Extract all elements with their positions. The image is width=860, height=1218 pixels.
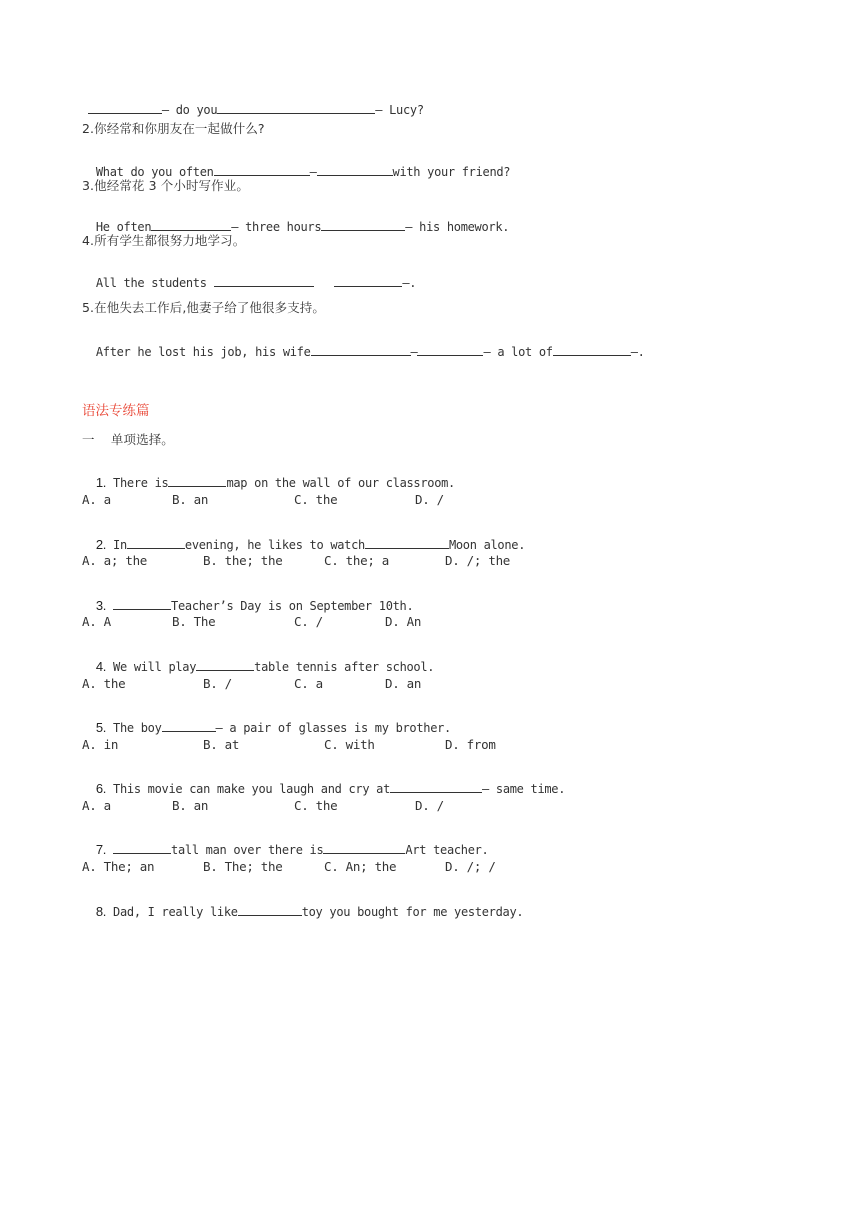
answer-blank[interactable] <box>365 537 449 549</box>
option-b[interactable]: B. an <box>172 492 209 507</box>
q3-sentence: He often — three hours — his homework. <box>95 220 510 234</box>
option-d[interactable]: D. /; the <box>445 553 511 568</box>
answer-blank[interactable] <box>334 275 402 287</box>
q5-prompt: 5.在他失去工作后,他妻子给了他很多支持。 <box>82 300 326 315</box>
answer-blank[interactable] <box>214 275 314 287</box>
answer-blank[interactable] <box>196 659 254 671</box>
answer-blank[interactable] <box>553 344 631 356</box>
option-c[interactable]: C. / <box>294 614 323 629</box>
option-c[interactable]: C. a <box>294 676 323 691</box>
option-b[interactable]: B. the; the <box>203 553 283 568</box>
answer-blank[interactable] <box>88 102 162 114</box>
question-7: 7. tall man over there is Art teacher. <box>95 842 489 857</box>
q4-sentence: All the students —. <box>95 276 417 290</box>
q2-prompt: 2.你经常和你朋友在一起做什么? <box>82 121 265 136</box>
question-4: 4. We will play table tennis after school. <box>95 659 435 674</box>
option-b[interactable]: B. at <box>203 737 240 752</box>
option-a[interactable]: A. in <box>82 737 119 752</box>
q2-sentence: What do you often — with your friend? <box>95 165 511 179</box>
translation-line-1: — do you — Lucy? <box>74 88 424 117</box>
q5-sentence: After he lost his job, his wife — — a lot of —. <box>95 345 645 359</box>
question-2: 2. In evening, he likes to watch Moon alone. <box>95 537 526 552</box>
option-c[interactable]: C. with <box>324 737 375 752</box>
option-c[interactable]: C. the <box>294 492 338 507</box>
option-a[interactable]: A. a <box>82 492 111 507</box>
answer-blank[interactable] <box>417 344 483 356</box>
option-d[interactable]: D. from <box>445 737 496 752</box>
option-d[interactable]: D. an <box>385 676 422 691</box>
answer-blank[interactable] <box>390 781 482 793</box>
option-c[interactable]: C. the; a <box>324 553 390 568</box>
option-d[interactable]: D. / <box>415 798 444 813</box>
question-1: 1. There is map on the wall of our classroom. <box>95 475 455 490</box>
answer-blank[interactable] <box>238 904 302 916</box>
answer-blank[interactable] <box>113 842 171 854</box>
answer-blank[interactable] <box>162 720 216 732</box>
part-title: 一 单项选择。 <box>82 432 174 447</box>
option-a[interactable]: A. a; the <box>82 553 148 568</box>
q3-prompt: 3.他经常花 3 个小时写作业。 <box>82 178 249 193</box>
answer-blank[interactable] <box>311 344 411 356</box>
option-b[interactable]: B. an <box>172 798 209 813</box>
option-a[interactable]: A. A <box>82 614 111 629</box>
section-title: 语法专练篇 <box>82 403 150 419</box>
q4-prompt: 4.所有学生都很努力地学习。 <box>82 233 246 248</box>
option-b[interactable]: B. The; the <box>203 859 283 874</box>
option-d[interactable]: D. / <box>415 492 444 507</box>
question-3: 3. Teacher’s Day is on September 10th. <box>95 598 414 613</box>
answer-blank[interactable] <box>113 598 171 610</box>
answer-blank[interactable] <box>214 164 310 176</box>
answer-blank[interactable] <box>321 219 405 231</box>
option-c[interactable]: C. the <box>294 798 338 813</box>
option-a[interactable]: A. The; an <box>82 859 155 874</box>
answer-blank[interactable] <box>317 164 393 176</box>
answer-blank[interactable] <box>323 842 405 854</box>
answer-blank[interactable] <box>151 219 231 231</box>
option-d[interactable]: D. /; / <box>445 859 496 874</box>
option-c[interactable]: C. An; the <box>324 859 397 874</box>
option-b[interactable]: B. The <box>172 614 216 629</box>
option-d[interactable]: D. An <box>385 614 422 629</box>
question-8: 8. Dad, I really like toy you bought for me yesterday. <box>95 904 524 919</box>
option-a[interactable]: A. the <box>82 676 126 691</box>
answer-blank[interactable] <box>127 537 185 549</box>
answer-blank[interactable] <box>217 102 375 114</box>
answer-blank[interactable] <box>168 475 226 487</box>
question-6: 6. This movie can make you laugh and cry at — same time. <box>95 781 566 796</box>
option-b[interactable]: B. / <box>203 676 232 691</box>
option-a[interactable]: A. a <box>82 798 111 813</box>
question-5: 5. The boy — a pair of glasses is my brother. <box>95 720 451 735</box>
